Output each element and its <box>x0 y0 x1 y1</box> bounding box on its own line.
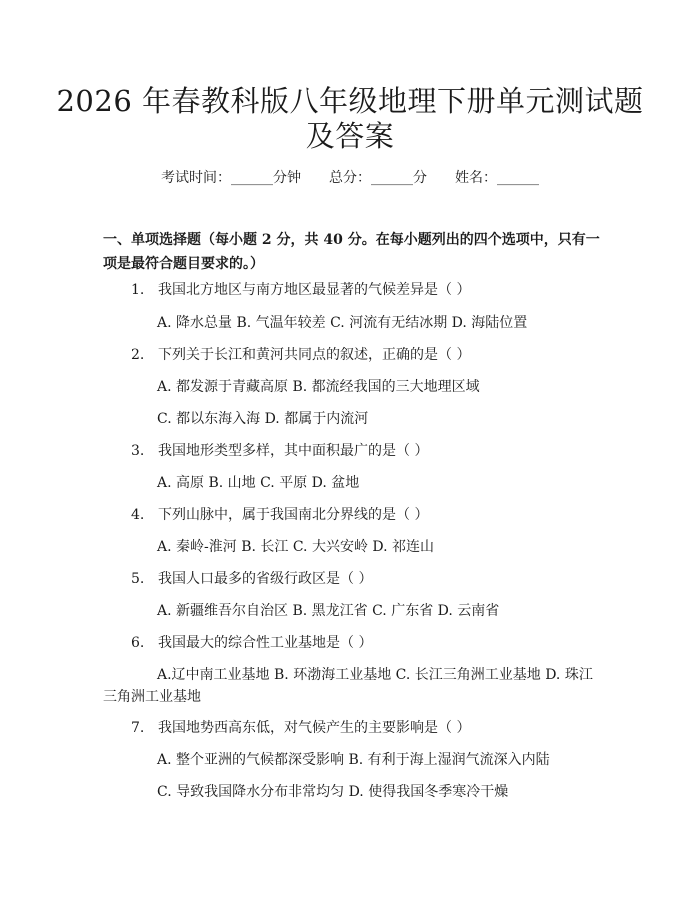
question-2 <box>131 345 601 365</box>
name-field: 姓名：______ <box>455 170 539 186</box>
question-number: 1. <box>131 282 145 298</box>
question-3 <box>131 441 601 461</box>
question-6-options-line2: 三角洲工业基地 <box>103 689 201 705</box>
question-6-options-line1: A.辽中南工业基地 B. 环渤海工业基地 C. 长江三角洲工业基地 D. 珠江 <box>157 667 593 683</box>
question-1-options: A. 降水总量 B. 气温年较差 C. 河流有无结冰期 D. 海陆位置 <box>157 315 528 331</box>
question-text: 我国地形类型多样，其中面积最广的是（ ） <box>158 443 429 459</box>
question-text: 下列关于长江和黄河共同点的叙述，正确的是（ ） <box>158 347 471 363</box>
document-title-line2: 及答案 <box>305 119 395 153</box>
question-number: 4. <box>131 507 145 523</box>
question-6 <box>131 633 601 653</box>
question-7-options-line2: C. 导致我国降水分布非常均匀 D. 使得我国冬季寒冷干燥 <box>157 784 509 800</box>
exam-meta <box>0 168 700 188</box>
question-number: 2. <box>131 347 145 363</box>
question-4-options: A. 秦岭-淮河 B. 长江 C. 大兴安岭 D. 祁连山 <box>157 539 435 555</box>
question-text: 我国最大的综合性工业基地是（ ） <box>158 635 373 651</box>
question-number: 7. <box>131 720 145 736</box>
question-3-options: A. 高原 B. 山地 C. 平原 D. 盆地 <box>157 475 360 491</box>
question-1 <box>131 280 601 300</box>
question-text: 下列山脉中，属于我国南北分界线的是（ ） <box>158 507 429 523</box>
question-text: 我国北方地区与南方地区最显著的气候差异是（ ） <box>158 282 471 298</box>
document-title-line1: 2026 年春教科版八年级地理下册单元测试题 <box>56 84 644 118</box>
question-text: 我国人口最多的省级行政区是（ ） <box>158 571 373 587</box>
question-2-options-line2: C. 都以东海入海 D. 都属于内流河 <box>157 411 369 427</box>
exam-time-field: 考试时间：______分钟 <box>161 170 301 186</box>
section-heading: 一、单项选择题（每小题 2 分，共 40 分。在每小题列出的四个选项中，只有一项是最符合题目要求的。） <box>103 232 600 272</box>
question-number: 5. <box>131 571 145 587</box>
question-number: 3. <box>131 443 145 459</box>
question-text: 我国地势西高东低，对气候产生的主要影响是（ ） <box>158 720 471 736</box>
question-7-options-line1: A. 整个亚洲的气候都深受影响 B. 有利于海上湿润气流深入内陆 <box>157 752 550 768</box>
question-5 <box>131 569 601 589</box>
question-7 <box>131 718 601 738</box>
question-number: 6. <box>131 635 145 651</box>
question-4 <box>131 505 601 525</box>
question-2-options-line1: A. 都发源于青藏高原 B. 都流经我国的三大地理区域 <box>157 379 480 395</box>
question-5-options: A. 新疆维吾尔自治区 B. 黑龙江省 C. 广东省 D. 云南省 <box>157 603 500 619</box>
total-score-field: 总分：______分 <box>329 170 427 186</box>
